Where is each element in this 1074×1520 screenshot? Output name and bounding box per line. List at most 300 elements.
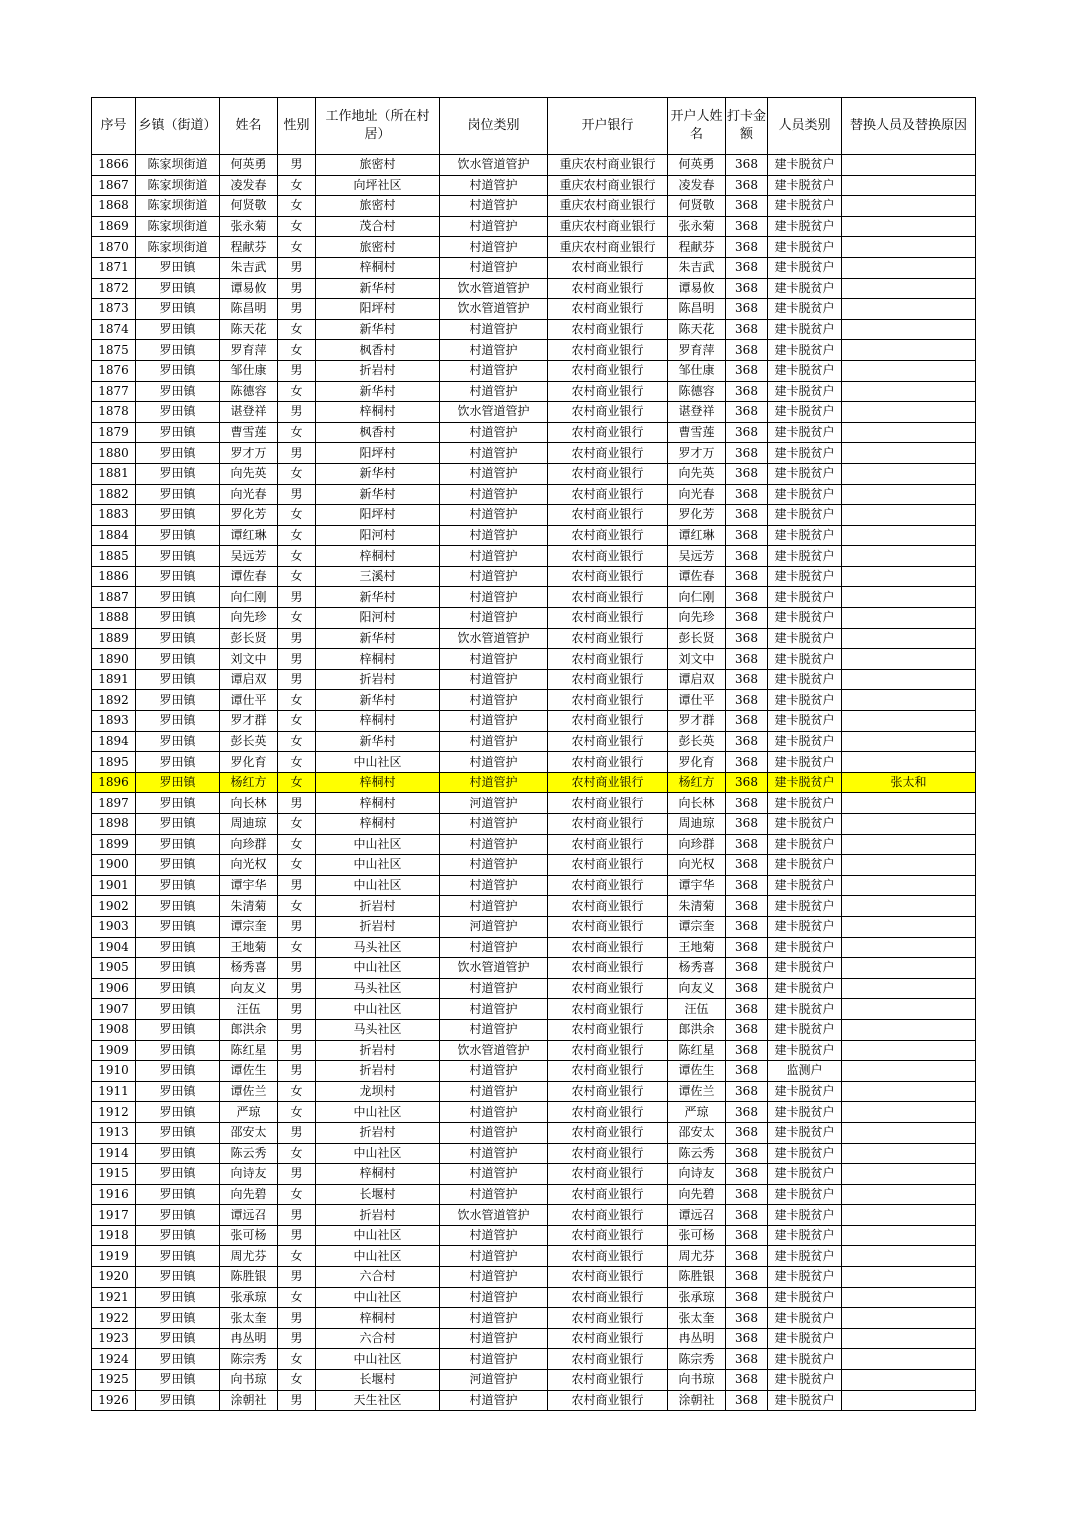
cell-name: 罗才群 bbox=[220, 711, 278, 732]
cell-account-holder: 张太奎 bbox=[668, 1308, 726, 1329]
cell-index: 1898 bbox=[92, 814, 136, 835]
cell-name: 谭佐生 bbox=[220, 1061, 278, 1082]
cell-address: 向坪社区 bbox=[316, 175, 440, 196]
cell-name: 向光春 bbox=[220, 484, 278, 505]
cell-account-holder: 谌登祥 bbox=[668, 402, 726, 423]
cell-post-type: 村道管护 bbox=[440, 216, 548, 237]
cell-township: 罗田镇 bbox=[136, 1081, 220, 1102]
cell-post-type: 村道管护 bbox=[440, 1164, 548, 1185]
cell-township: 罗田镇 bbox=[136, 916, 220, 937]
cell-township: 罗田镇 bbox=[136, 505, 220, 526]
table-row bbox=[92, 814, 976, 835]
cell-township: 陈家坝街道 bbox=[136, 216, 220, 237]
cell-bank: 农村商业银行 bbox=[548, 381, 668, 402]
cell-township: 罗田镇 bbox=[136, 299, 220, 320]
cell-post-type: 村道管护 bbox=[440, 896, 548, 917]
table-row bbox=[92, 1308, 976, 1329]
cell-township: 陈家坝街道 bbox=[136, 196, 220, 217]
cell-index: 1894 bbox=[92, 731, 136, 752]
cell-address: 梓桐村 bbox=[316, 1308, 440, 1329]
cell-bank: 农村商业银行 bbox=[548, 916, 668, 937]
cell-address: 新华村 bbox=[316, 278, 440, 299]
table-row bbox=[92, 1040, 976, 1061]
cell-bank: 农村商业银行 bbox=[548, 752, 668, 773]
cell-post-type: 村道管护 bbox=[440, 1184, 548, 1205]
header-col-person-type: 人员类别 bbox=[768, 98, 842, 155]
cell-index: 1874 bbox=[92, 319, 136, 340]
cell-replacement bbox=[842, 1040, 976, 1061]
cell-account-holder: 邹仕康 bbox=[668, 360, 726, 381]
cell-name: 王地菊 bbox=[220, 937, 278, 958]
cell-bank: 农村商业银行 bbox=[548, 1205, 668, 1226]
cell-name: 周迪琼 bbox=[220, 814, 278, 835]
cell-post-type: 村道管护 bbox=[440, 422, 548, 443]
cell-address: 阳河村 bbox=[316, 608, 440, 629]
cell-post-type: 村道管护 bbox=[440, 1267, 548, 1288]
cell-index: 1910 bbox=[92, 1061, 136, 1082]
cell-amount: 368 bbox=[726, 855, 768, 876]
cell-township: 罗田镇 bbox=[136, 340, 220, 361]
cell-amount: 368 bbox=[726, 175, 768, 196]
cell-amount: 368 bbox=[726, 752, 768, 773]
cell-account-holder: 陈昌明 bbox=[668, 299, 726, 320]
cell-address: 中山社区 bbox=[316, 855, 440, 876]
table-row bbox=[92, 649, 976, 670]
cell-bank: 农村商业银行 bbox=[548, 772, 668, 793]
cell-name: 向先英 bbox=[220, 463, 278, 484]
cell-index: 1876 bbox=[92, 360, 136, 381]
cell-index: 1914 bbox=[92, 1143, 136, 1164]
cell-person-type: 建卡脱贫户 bbox=[768, 834, 842, 855]
table-row bbox=[92, 237, 976, 258]
cell-index: 1866 bbox=[92, 155, 136, 176]
cell-bank: 农村商业银行 bbox=[548, 731, 668, 752]
cell-township: 罗田镇 bbox=[136, 319, 220, 340]
cell-replacement bbox=[842, 958, 976, 979]
cell-address: 新华村 bbox=[316, 381, 440, 402]
cell-index: 1923 bbox=[92, 1328, 136, 1349]
cell-post-type: 村道管护 bbox=[440, 1328, 548, 1349]
cell-township: 罗田镇 bbox=[136, 1184, 220, 1205]
cell-address: 马头社区 bbox=[316, 937, 440, 958]
cell-replacement bbox=[842, 1225, 976, 1246]
cell-replacement bbox=[842, 711, 976, 732]
cell-name: 谌登祥 bbox=[220, 402, 278, 423]
table-row bbox=[92, 1225, 976, 1246]
cell-amount: 368 bbox=[726, 1349, 768, 1370]
cell-replacement bbox=[842, 155, 976, 176]
cell-replacement bbox=[842, 855, 976, 876]
cell-account-holder: 朱清菊 bbox=[668, 896, 726, 917]
cell-post-type: 村道管护 bbox=[440, 1122, 548, 1143]
cell-address: 马头社区 bbox=[316, 978, 440, 999]
table-row bbox=[92, 1328, 976, 1349]
cell-address: 折岩村 bbox=[316, 669, 440, 690]
cell-person-type: 建卡脱贫户 bbox=[768, 958, 842, 979]
table-row bbox=[92, 463, 976, 484]
cell-address: 梓桐村 bbox=[316, 649, 440, 670]
cell-person-type: 建卡脱贫户 bbox=[768, 1040, 842, 1061]
cell-name: 谭启双 bbox=[220, 669, 278, 690]
cell-account-holder: 谭佐春 bbox=[668, 566, 726, 587]
cell-replacement bbox=[842, 916, 976, 937]
cell-gender: 女 bbox=[278, 525, 316, 546]
cell-post-type: 村道管护 bbox=[440, 772, 548, 793]
cell-address: 中山社区 bbox=[316, 999, 440, 1020]
cell-address: 中山社区 bbox=[316, 1246, 440, 1267]
table-row bbox=[92, 1287, 976, 1308]
header-col-gender: 性别 bbox=[278, 98, 316, 155]
cell-bank: 农村商业银行 bbox=[548, 855, 668, 876]
cell-name: 向珍群 bbox=[220, 834, 278, 855]
table-row bbox=[92, 855, 976, 876]
cell-replacement bbox=[842, 278, 976, 299]
cell-address: 梓桐村 bbox=[316, 772, 440, 793]
table-row bbox=[92, 772, 976, 793]
cell-replacement bbox=[842, 999, 976, 1020]
cell-index: 1883 bbox=[92, 505, 136, 526]
cell-index: 1867 bbox=[92, 175, 136, 196]
cell-gender: 女 bbox=[278, 752, 316, 773]
cell-amount: 368 bbox=[726, 196, 768, 217]
cell-post-type: 村道管护 bbox=[440, 1019, 548, 1040]
cell-account-holder: 何贤敬 bbox=[668, 196, 726, 217]
table-row bbox=[92, 196, 976, 217]
cell-gender: 男 bbox=[278, 916, 316, 937]
cell-bank: 农村商业银行 bbox=[548, 1019, 668, 1040]
cell-index: 1881 bbox=[92, 463, 136, 484]
cell-post-type: 村道管护 bbox=[440, 1308, 548, 1329]
cell-gender: 男 bbox=[278, 402, 316, 423]
cell-bank: 农村商业银行 bbox=[548, 1225, 668, 1246]
cell-amount: 368 bbox=[726, 772, 768, 793]
cell-bank: 农村商业银行 bbox=[548, 690, 668, 711]
cell-name: 汪伍 bbox=[220, 999, 278, 1020]
cell-replacement bbox=[842, 422, 976, 443]
cell-replacement bbox=[842, 340, 976, 361]
cell-person-type: 建卡脱贫户 bbox=[768, 731, 842, 752]
cell-bank: 农村商业银行 bbox=[548, 360, 668, 381]
cell-post-type: 村道管护 bbox=[440, 875, 548, 896]
cell-person-type: 建卡脱贫户 bbox=[768, 669, 842, 690]
cell-address: 折岩村 bbox=[316, 916, 440, 937]
cell-person-type: 建卡脱贫户 bbox=[768, 772, 842, 793]
cell-bank: 农村商业银行 bbox=[548, 1328, 668, 1349]
table-row bbox=[92, 608, 976, 629]
cell-person-type: 建卡脱贫户 bbox=[768, 299, 842, 320]
cell-address: 折岩村 bbox=[316, 1122, 440, 1143]
cell-township: 罗田镇 bbox=[136, 855, 220, 876]
cell-post-type: 村道管护 bbox=[440, 1225, 548, 1246]
cell-replacement bbox=[842, 1390, 976, 1411]
cell-replacement bbox=[842, 834, 976, 855]
cell-account-holder: 陈胜银 bbox=[668, 1267, 726, 1288]
cell-address: 新华村 bbox=[316, 587, 440, 608]
cell-address: 中山社区 bbox=[316, 1143, 440, 1164]
cell-account-holder: 谭仕平 bbox=[668, 690, 726, 711]
cell-township: 罗田镇 bbox=[136, 772, 220, 793]
table-row bbox=[92, 402, 976, 423]
cell-name: 向诗友 bbox=[220, 1164, 278, 1185]
cell-amount: 368 bbox=[726, 155, 768, 176]
cell-address: 阳坪村 bbox=[316, 299, 440, 320]
cell-replacement bbox=[842, 649, 976, 670]
cell-address: 马头社区 bbox=[316, 1019, 440, 1040]
cell-index: 1903 bbox=[92, 916, 136, 937]
cell-address: 旅密村 bbox=[316, 155, 440, 176]
cell-amount: 368 bbox=[726, 1143, 768, 1164]
cell-name: 张可杨 bbox=[220, 1225, 278, 1246]
cell-index: 1905 bbox=[92, 958, 136, 979]
cell-replacement bbox=[842, 402, 976, 423]
data-table bbox=[91, 97, 976, 1411]
cell-account-holder: 程献芬 bbox=[668, 237, 726, 258]
cell-account-holder: 向长林 bbox=[668, 793, 726, 814]
cell-post-type: 村道管护 bbox=[440, 175, 548, 196]
cell-replacement bbox=[842, 1370, 976, 1391]
cell-name: 刘文中 bbox=[220, 649, 278, 670]
cell-post-type: 村道管护 bbox=[440, 525, 548, 546]
cell-township: 罗田镇 bbox=[136, 875, 220, 896]
cell-gender: 男 bbox=[278, 1019, 316, 1040]
cell-bank: 农村商业银行 bbox=[548, 257, 668, 278]
cell-bank: 农村商业银行 bbox=[548, 834, 668, 855]
cell-account-holder: 郎洪余 bbox=[668, 1019, 726, 1040]
cell-township: 罗田镇 bbox=[136, 257, 220, 278]
cell-name: 向长林 bbox=[220, 793, 278, 814]
cell-address: 折岩村 bbox=[316, 1061, 440, 1082]
cell-person-type: 建卡脱贫户 bbox=[768, 1370, 842, 1391]
cell-name: 郎洪余 bbox=[220, 1019, 278, 1040]
cell-index: 1878 bbox=[92, 402, 136, 423]
cell-account-holder: 周迪琼 bbox=[668, 814, 726, 835]
cell-replacement bbox=[842, 237, 976, 258]
cell-account-holder: 谭远召 bbox=[668, 1205, 726, 1226]
cell-account-holder: 陈德容 bbox=[668, 381, 726, 402]
cell-post-type: 村道管护 bbox=[440, 237, 548, 258]
cell-index: 1884 bbox=[92, 525, 136, 546]
cell-replacement bbox=[842, 1205, 976, 1226]
table-row bbox=[92, 360, 976, 381]
table-row bbox=[92, 566, 976, 587]
cell-post-type: 村道管护 bbox=[440, 340, 548, 361]
cell-person-type: 建卡脱贫户 bbox=[768, 175, 842, 196]
cell-township: 罗田镇 bbox=[136, 278, 220, 299]
cell-township: 罗田镇 bbox=[136, 402, 220, 423]
cell-bank: 农村商业银行 bbox=[548, 1102, 668, 1123]
cell-name: 何英勇 bbox=[220, 155, 278, 176]
cell-address: 梓桐村 bbox=[316, 1164, 440, 1185]
cell-bank: 农村商业银行 bbox=[548, 1370, 668, 1391]
cell-replacement bbox=[842, 1267, 976, 1288]
cell-township: 罗田镇 bbox=[136, 525, 220, 546]
cell-post-type: 村道管护 bbox=[440, 381, 548, 402]
cell-account-holder: 陈红星 bbox=[668, 1040, 726, 1061]
cell-person-type: 建卡脱贫户 bbox=[768, 422, 842, 443]
cell-address: 中山社区 bbox=[316, 1225, 440, 1246]
cell-post-type: 村道管护 bbox=[440, 505, 548, 526]
cell-person-type: 建卡脱贫户 bbox=[768, 546, 842, 567]
cell-replacement bbox=[842, 793, 976, 814]
cell-address: 中山社区 bbox=[316, 958, 440, 979]
cell-replacement bbox=[842, 752, 976, 773]
cell-township: 罗田镇 bbox=[136, 896, 220, 917]
cell-replacement bbox=[842, 257, 976, 278]
cell-index: 1906 bbox=[92, 978, 136, 999]
cell-address: 梓桐村 bbox=[316, 546, 440, 567]
cell-account-holder: 何英勇 bbox=[668, 155, 726, 176]
cell-address: 枫香村 bbox=[316, 422, 440, 443]
table-row bbox=[92, 999, 976, 1020]
cell-index: 1918 bbox=[92, 1225, 136, 1246]
cell-name: 张太奎 bbox=[220, 1308, 278, 1329]
cell-township: 罗田镇 bbox=[136, 999, 220, 1020]
cell-name: 涂朝社 bbox=[220, 1390, 278, 1411]
cell-post-type: 村道管护 bbox=[440, 1246, 548, 1267]
cell-person-type: 建卡脱贫户 bbox=[768, 484, 842, 505]
table-row bbox=[92, 155, 976, 176]
cell-gender: 女 bbox=[278, 690, 316, 711]
cell-post-type: 村道管护 bbox=[440, 1287, 548, 1308]
cell-replacement bbox=[842, 1019, 976, 1040]
cell-gender: 女 bbox=[278, 319, 316, 340]
cell-gender: 女 bbox=[278, 1246, 316, 1267]
cell-gender: 男 bbox=[278, 1122, 316, 1143]
cell-bank: 农村商业银行 bbox=[548, 1143, 668, 1164]
cell-post-type: 村道管护 bbox=[440, 1349, 548, 1370]
table-row bbox=[92, 1370, 976, 1391]
cell-post-type: 村道管护 bbox=[440, 484, 548, 505]
cell-gender: 女 bbox=[278, 1184, 316, 1205]
cell-index: 1911 bbox=[92, 1081, 136, 1102]
cell-amount: 368 bbox=[726, 505, 768, 526]
cell-amount: 368 bbox=[726, 1205, 768, 1226]
cell-post-type: 村道管护 bbox=[440, 814, 548, 835]
cell-account-holder: 向先英 bbox=[668, 463, 726, 484]
cell-account-holder: 汪伍 bbox=[668, 999, 726, 1020]
cell-account-holder: 罗化芳 bbox=[668, 505, 726, 526]
cell-person-type: 建卡脱贫户 bbox=[768, 855, 842, 876]
cell-name: 严琼 bbox=[220, 1102, 278, 1123]
cell-township: 罗田镇 bbox=[136, 587, 220, 608]
cell-person-type: 建卡脱贫户 bbox=[768, 1143, 842, 1164]
cell-post-type: 村道管护 bbox=[440, 855, 548, 876]
cell-index: 1899 bbox=[92, 834, 136, 855]
table-row bbox=[92, 834, 976, 855]
cell-account-holder: 向光权 bbox=[668, 855, 726, 876]
table-row bbox=[92, 525, 976, 546]
cell-replacement bbox=[842, 463, 976, 484]
cell-gender: 男 bbox=[278, 1164, 316, 1185]
cell-person-type: 建卡脱贫户 bbox=[768, 340, 842, 361]
cell-gender: 女 bbox=[278, 1143, 316, 1164]
cell-amount: 368 bbox=[726, 793, 768, 814]
cell-post-type: 饮水管道管护 bbox=[440, 155, 548, 176]
cell-township: 罗田镇 bbox=[136, 1102, 220, 1123]
cell-township: 罗田镇 bbox=[136, 1225, 220, 1246]
cell-account-holder: 彭长英 bbox=[668, 731, 726, 752]
cell-person-type: 建卡脱贫户 bbox=[768, 1081, 842, 1102]
cell-person-type: 建卡脱贫户 bbox=[768, 814, 842, 835]
cell-bank: 重庆农村商业银行 bbox=[548, 196, 668, 217]
cell-name: 陈胜银 bbox=[220, 1267, 278, 1288]
cell-replacement bbox=[842, 566, 976, 587]
cell-amount: 368 bbox=[726, 299, 768, 320]
cell-township: 罗田镇 bbox=[136, 978, 220, 999]
cell-bank: 农村商业银行 bbox=[548, 1287, 668, 1308]
cell-replacement bbox=[842, 1287, 976, 1308]
cell-name: 罗化芳 bbox=[220, 505, 278, 526]
cell-gender: 男 bbox=[278, 484, 316, 505]
cell-person-type: 建卡脱贫户 bbox=[768, 216, 842, 237]
cell-replacement bbox=[842, 669, 976, 690]
cell-gender: 女 bbox=[278, 896, 316, 917]
cell-amount: 368 bbox=[726, 360, 768, 381]
cell-gender: 男 bbox=[278, 1040, 316, 1061]
cell-name: 吴远芳 bbox=[220, 546, 278, 567]
cell-township: 罗田镇 bbox=[136, 463, 220, 484]
cell-township: 罗田镇 bbox=[136, 1308, 220, 1329]
cell-township: 罗田镇 bbox=[136, 1267, 220, 1288]
cell-index: 1875 bbox=[92, 340, 136, 361]
cell-replacement bbox=[842, 196, 976, 217]
cell-gender: 女 bbox=[278, 731, 316, 752]
cell-person-type: 建卡脱贫户 bbox=[768, 875, 842, 896]
cell-account-holder: 罗化育 bbox=[668, 752, 726, 773]
cell-bank: 农村商业银行 bbox=[548, 1184, 668, 1205]
cell-person-type: 建卡脱贫户 bbox=[768, 1390, 842, 1411]
cell-bank: 农村商业银行 bbox=[548, 814, 668, 835]
cell-address: 新华村 bbox=[316, 484, 440, 505]
cell-name: 陈宗秀 bbox=[220, 1349, 278, 1370]
table-row bbox=[92, 731, 976, 752]
cell-gender: 男 bbox=[278, 669, 316, 690]
cell-index: 1882 bbox=[92, 484, 136, 505]
table-row bbox=[92, 896, 976, 917]
cell-replacement bbox=[842, 587, 976, 608]
cell-account-holder: 杨秀喜 bbox=[668, 958, 726, 979]
cell-post-type: 村道管护 bbox=[440, 1102, 548, 1123]
cell-replacement bbox=[842, 814, 976, 835]
cell-name: 谭宇华 bbox=[220, 875, 278, 896]
table-row bbox=[92, 1349, 976, 1370]
cell-replacement bbox=[842, 525, 976, 546]
cell-township: 罗田镇 bbox=[136, 360, 220, 381]
cell-township: 罗田镇 bbox=[136, 1349, 220, 1370]
cell-bank: 重庆农村商业银行 bbox=[548, 155, 668, 176]
cell-gender: 女 bbox=[278, 381, 316, 402]
cell-bank: 农村商业银行 bbox=[548, 1122, 668, 1143]
cell-address: 新华村 bbox=[316, 319, 440, 340]
cell-township: 陈家坝街道 bbox=[136, 175, 220, 196]
cell-account-holder: 向先碧 bbox=[668, 1184, 726, 1205]
cell-index: 1892 bbox=[92, 690, 136, 711]
cell-township: 罗田镇 bbox=[136, 381, 220, 402]
cell-gender: 男 bbox=[278, 155, 316, 176]
cell-index: 1920 bbox=[92, 1267, 136, 1288]
cell-post-type: 村道管护 bbox=[440, 711, 548, 732]
cell-person-type: 建卡脱贫户 bbox=[768, 937, 842, 958]
cell-post-type: 村道管护 bbox=[440, 566, 548, 587]
cell-gender: 女 bbox=[278, 834, 316, 855]
cell-bank: 重庆农村商业银行 bbox=[548, 216, 668, 237]
cell-bank: 农村商业银行 bbox=[548, 628, 668, 649]
cell-amount: 368 bbox=[726, 916, 768, 937]
cell-person-type: 建卡脱贫户 bbox=[768, 525, 842, 546]
cell-index: 1888 bbox=[92, 608, 136, 629]
cell-index: 1889 bbox=[92, 628, 136, 649]
cell-bank: 农村商业银行 bbox=[548, 1308, 668, 1329]
